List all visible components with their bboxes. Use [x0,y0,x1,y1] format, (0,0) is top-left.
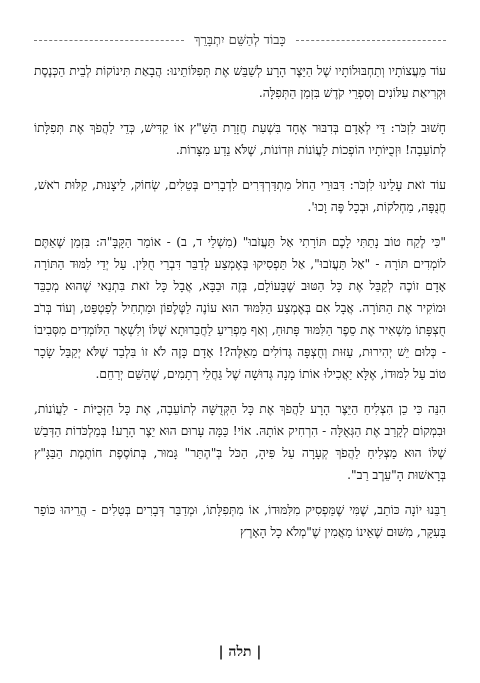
body-text [34,60,446,543]
paragraph-3: עוֹד זֹאת עָלֵינוּ לִזְכֹּר: דִּבּוּרֵי הַחֹל מִתְדַּרְדְּרִים לִדְבָרִים בְּטֵלִים, שְׂחוֹק, לֵיצָנוּת, קַלּוּת רֹאשׁ, חֲנֻפָּה, מַחְלֹקוֹת, וּבְכָל פֶּה וָכוּ'. [34,178,446,214]
page-number: | תלה | [218,644,262,660]
paragraph-5: הִנֵּה כִּי כֵן הִצְלִיחַ הַיֵּצֶר הָרָע לַהֲפֹךְ אֶת כָּל הַקְּדֻשָּׁה לְתוֹעֵבָה, אֶת כָּל הַזְּכֻיּוֹת - לַעֲוֹנוֹת, וּבִמְקוֹם לְקָרֵב אֶת הַגְּאֻלָּה - הִרְחִיק אוֹתָהּ. אוֹי! כַּמָּה עָרוּם הוּא יֵצֶר הָרָע! בְּמַלְכֹּדוֹת הַדְּבַשׁ שֶׁלּוֹ הוּא מַצְלִיחַ לַהֲפֹךְ קְעָרָה עַל פִּיהָ, הַכֹּל בְּ"הֶתֵּר" גָּמוּר, בְּתוֹסֶפֶת חוֹתֶמֶת הַבַּגָּ"ץ בְּרָאשׁוּת הָ"עֵרֶב רַב". [34,402,446,482]
paragraph-6: רַבֵּנוּ יוֹנָה כּוֹתֵב, שֶׁמִּי שֶׁמַּפְסִיק מִלִּמּוּדוֹ, אוֹ מִתְּפִלָּתוֹ, וּמְדַבֵּר דְּבָרִים בְּטֵלִים - הֲרֵיהוּ כּוֹפֵר בָּעִקָּר, מִשּׁוּם שֶׁאֵינוֹ מַאֲמִין שֶׁ"מְלֹא כָל הָאָרֶץ [34,503,446,539]
header-rule-right [296,40,446,41]
header-title: כָּבוֹד לְהַשֵּׁם יִתְבָּרֵךְ [194,33,286,48]
paragraph-4: "כִּי לֶקַח טוֹב נָתַתִּי לָכֶם תּוֹרָתִי אַל תַּעֲזֹבוּ" (מִשְׁלֵי ד, ב) - אוֹמֵר הַקָּבָּ"ה: בִּזְמַן שֶׁאַתֶּם לוֹמְדִים תּוֹרָה - "אַל תַּעֲזֹבוּ", אַל תַּפְסִיקוּ בְּאֶמְצַע לְדַבֵּר דִּבְרֵי חֻלִּין. עַל יְדֵי לִמּוּד הַתּוֹרָה אָדָם זוֹכֶה לְקַבֵּל אֶת כָּל הַטּוּב שֶׁבָּעוֹלָם, בְּזֶה וּבַבָּא, אֲבָל כָּל זֹאת בִּתְנַאי שֶׁהוּא מְכַבֵּד וּמוֹקִיר אֶת הַתּוֹרָה. אֲבָל אִם בְּאֶמְצַע הַלִּמּוּד הוּא עוֹנֶה לַטֶּלֶפוֹן וּמַתְחִיל לְפַטְפֵּט, וְעוֹד בְּרֹב חֻצְפָּתוֹ מַשְׁאִיר אֶת סֵפֶר הַלִּמּוּד פָּתוּחַ, וְאַף מַפְרִיעַ לַחֲבֵרוּתָא שֶׁלּוֹ וְלִשְׁאָר הַלּוֹמְדִים מִסְּבִיבוֹ - כְּלוּם יֵשׁ יְהִירוּת, עַזּוּת וְחֻצְפָּה גְּדוֹלִים מֵאֵלֶּה?! אָדָם כָּזֶה לֹא זוֹ בִּלְבַד שֶׁלֹּא יְקַבֵּל שָׂכָר טוֹב עַל לִמּוּדוֹ, אֶלָּא יַאֲכִילוּ אוֹתוֹ מָנָה גְּדוּשָׁה שֶׁל גַּחֲלֵי רְתָמִים, שֶׁהַשֵּׁם יְרַחֵם. [34,235,446,381]
running-header [34,30,446,50]
paragraph-2: חָשׁוּב לִזְכֹּר: דַּי לְאָדָם בְּדִבּוּר אֶחָד בִּשְׁעַת חֲזָרַת הַשַּׁ"ץ אוֹ קַדִּישׁ, כְּדֵי לַהֲפֹךְ אֶת תְּפִלָּתוֹ לְתוֹעֵבָה! וּזְכֻיּוֹתָיו הוֹפְכוֹת לַעֲוֹנוֹת וּזְדוֹנוֹת, שֶׁלֹּא נֵדַע מִצָּרוֹת. [34,121,446,157]
paragraph-1: עוֹד מֵעֲצוֹתָיו וְתַחְבּוּלוֹתָיו שֶׁל הַיֵּצֶר הָרָע לְשַׁבֵּשׁ אֶת תְּפִלּוֹתֵינוּ: הֲבָאַת תִּינוֹקוֹת לְבֵית הַכְּנֶסֶת וּקְרִיאַת עִלּוֹנִים וְסִפְרֵי קֹדֶשׁ בִּזְמַן הַתְּפִלָּה. [34,64,446,100]
header-rule-left [34,40,184,41]
